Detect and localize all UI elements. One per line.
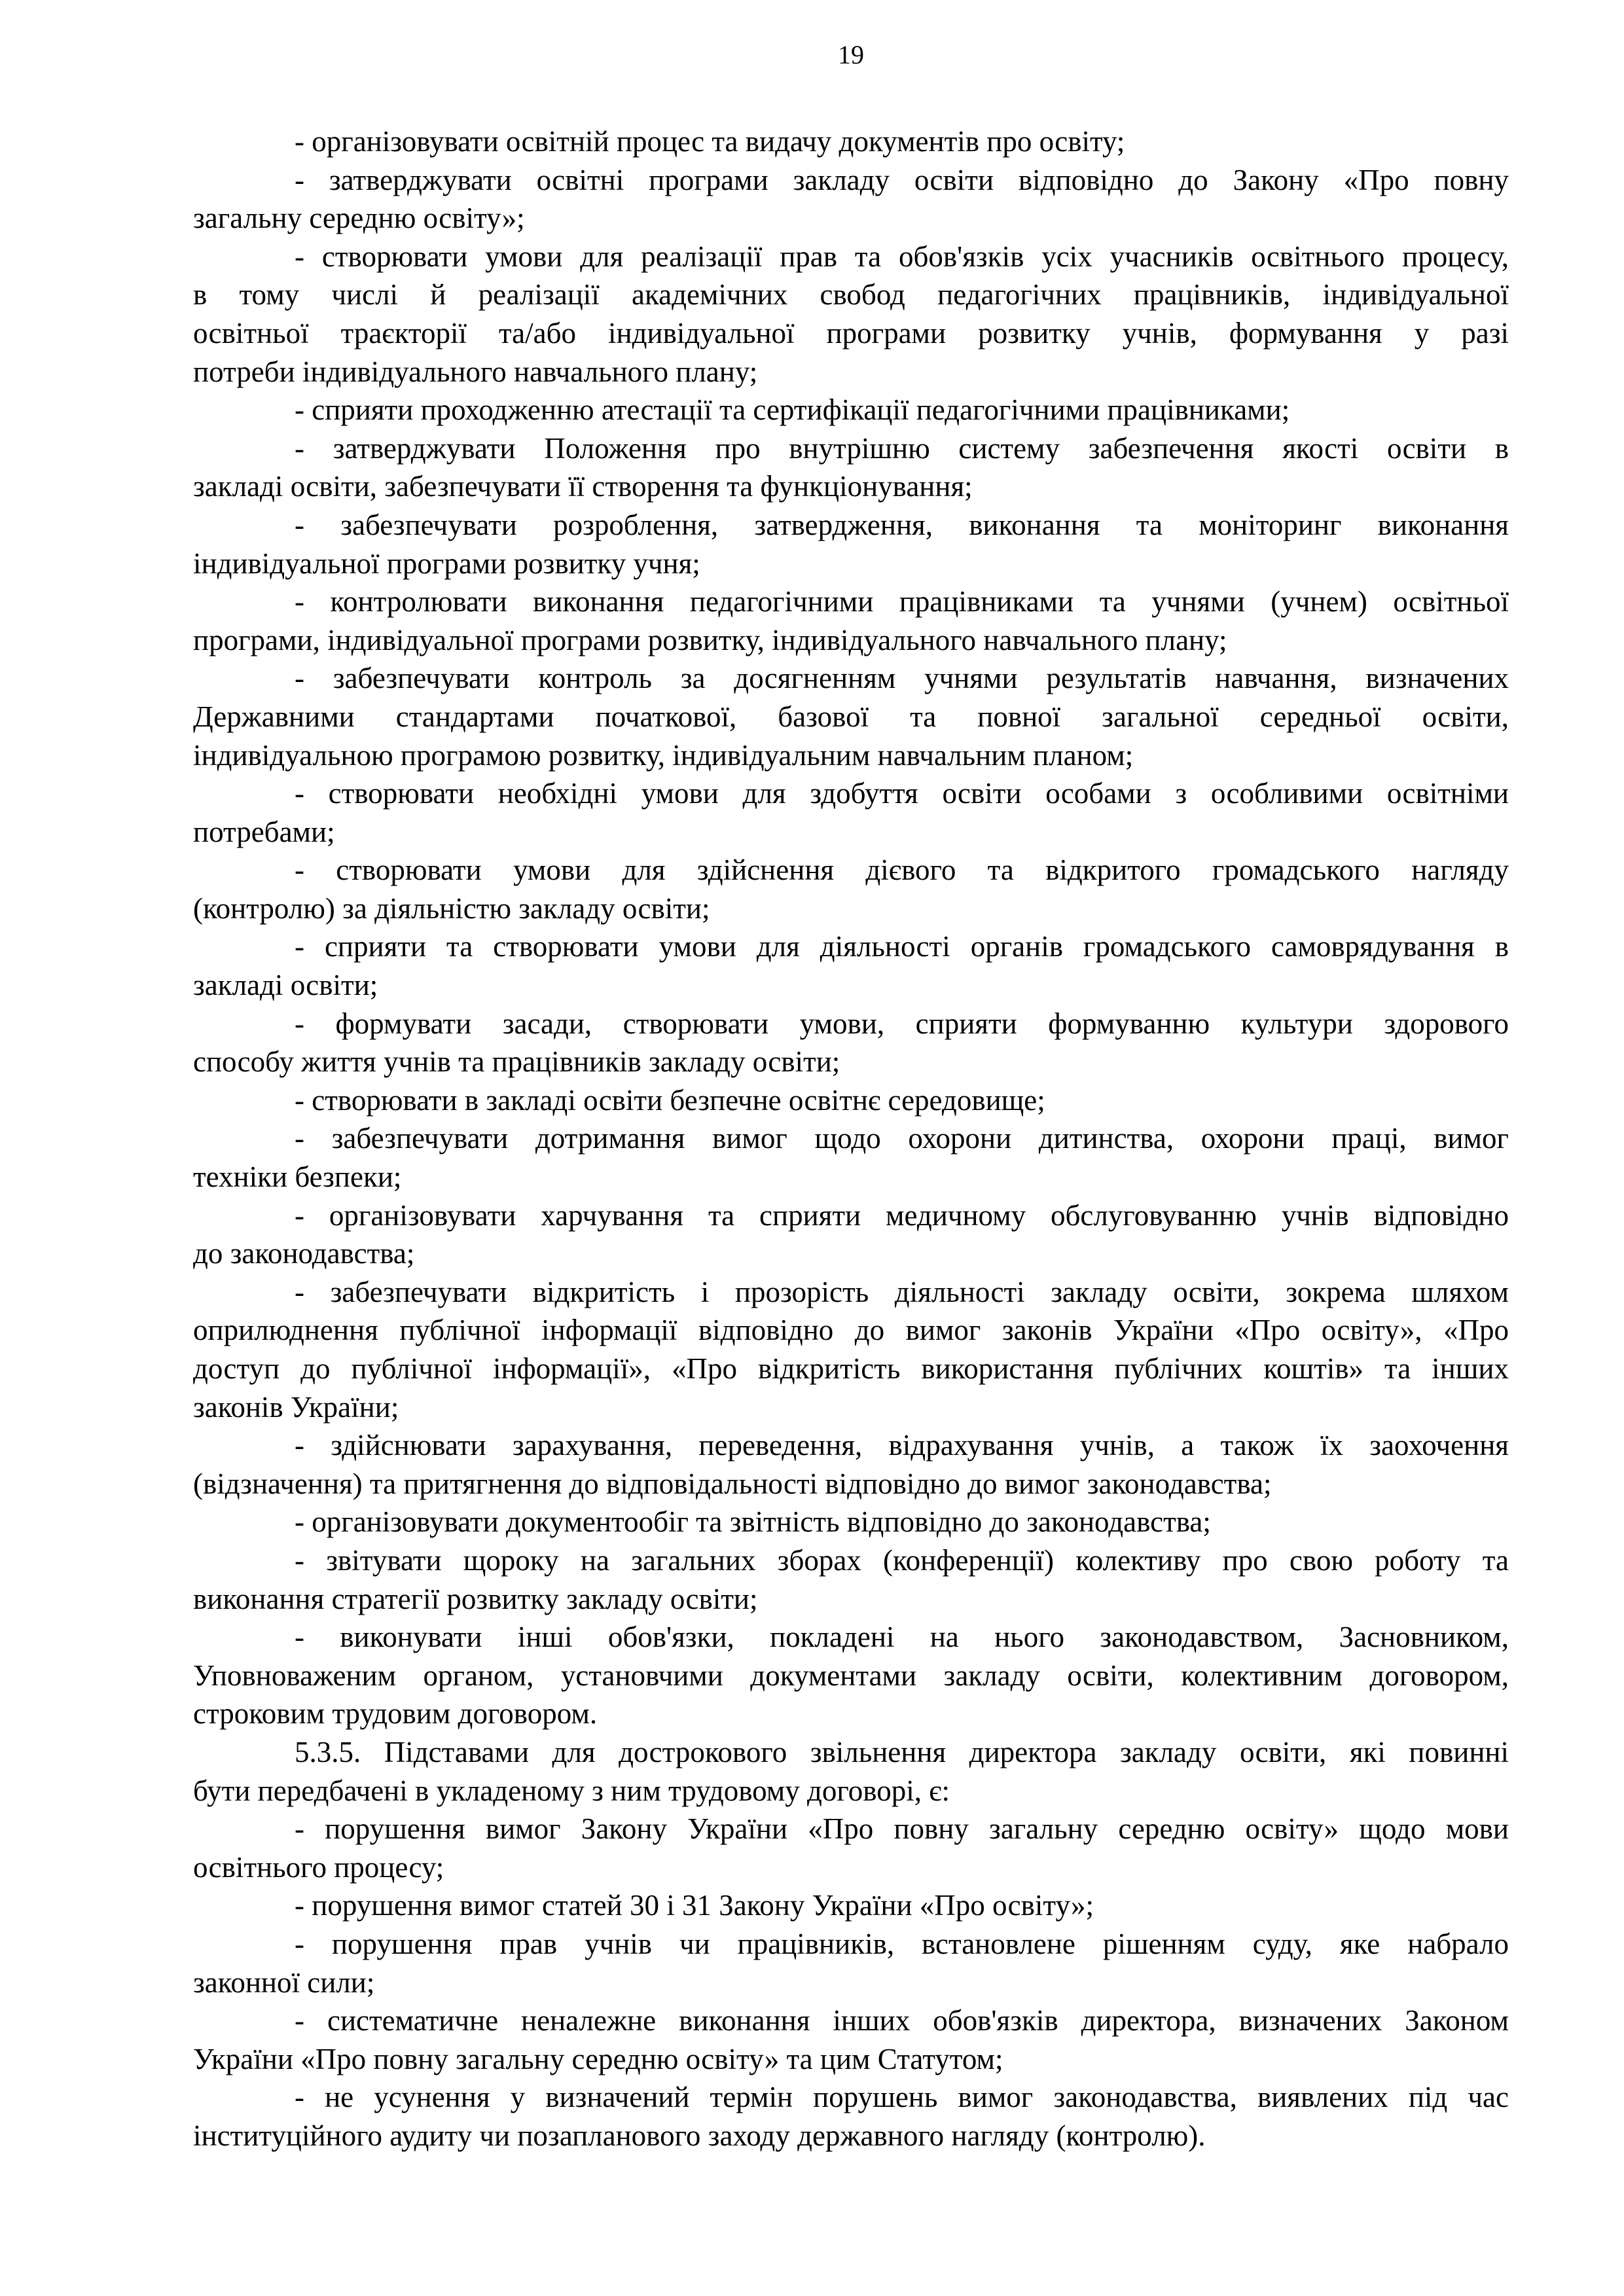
text-line: інституційного аудиту чи позапланового заходу державного нагляду (контролю). [193,2119,1206,2152]
paragraph [193,506,1509,583]
text-line: - організовувати освітній процес та видачу документів про освіту; [295,125,1125,158]
text-line: 5.3.5. Підставами для дострокового звільнення директора закладу освіти, які повинні [295,1735,1509,1768]
text-line: - сприяти та створювати умови для діяльності органів громадського самоврядування в [295,930,1509,963]
paragraph [193,238,1509,391]
text-line: законної сили; [193,1965,375,1999]
paragraph [193,161,1509,238]
paragraph [193,122,1509,161]
text-line: індивідуальною програмою розвитку, індивідуальним навчальним планом; [193,738,1134,772]
text-line: - забезпечувати відкритість і прозорість діяльності закладу освіти, зокрема шляхом [295,1275,1509,1308]
text-line: освітньої траєкторії та/або індивідуальної програми розвитку учнів, формування у разі [193,316,1509,350]
paragraph [193,1273,1509,1426]
text-line: бути передбачені в укладеному з ним трудовому договорі, є: [193,1774,950,1807]
text-line: Уповноваженим органом, установчими документами закладу освіти, колективним договором, [193,1659,1509,1692]
paragraph [193,1541,1509,1618]
text-line: способу життя учнів та працівників закладу освіти; [193,1045,840,1079]
text-line: - контролювати виконання педагогічними працівниками та учнями (учнем) освітньої [295,585,1509,619]
paragraph [193,2078,1509,2155]
text-line: індивідуальної програми розвитку учня; [193,547,700,580]
text-line: - звітувати щороку на загальних зборах (конференції) колективу про свою роботу та [295,1543,1509,1577]
paragraph [193,1810,1509,1886]
text-line: - створювати умови для здійснення дієвого та відкритого громадського нагляду [295,853,1509,887]
text-line: - порушення прав учнів чи працівників, встановлене рішенням суду, яке набрало [295,1927,1509,1960]
paragraph [193,1618,1509,1733]
page-number: 19 [838,40,864,69]
text-line: - забезпечувати розроблення, затвердження, виконання та моніторинг виконання [295,508,1509,541]
text-line: загальну середню освіту»; [193,202,525,235]
text-line: - здійснювати зарахування, переведення, відрахування учнів, а також їх заохочення [295,1429,1509,1462]
text-line: техніки безпеки; [193,1160,402,1194]
paragraph [193,1426,1509,1503]
text-line: України «Про повну загальну середню освіту» та цим Статутом; [193,2042,1003,2075]
text-line: - створювати необхідні умови для здобуття освіти особами з особливими освітніми [295,777,1509,810]
text-line: - порушення вимог Закону України «Про повну загальну середню освіту» щодо мови [295,1812,1509,1846]
text-line: до законодавства; [193,1237,415,1270]
text-line: законів України; [193,1390,399,1424]
text-line: - формувати засади, створювати умови, сприяти формуванню культури здорового [295,1007,1509,1040]
paragraph [193,774,1509,851]
paragraph [193,659,1509,774]
text-line: потреби індивідуального навчального плану; [193,355,758,388]
paragraph [193,391,1509,429]
paragraph [193,429,1509,506]
text-line: Державними стандартами початкової, базової та повної загальної середньої освіти, [193,700,1509,733]
text-line: - забезпечувати контроль за досягненням учнями результатів навчання, визначених [295,662,1509,695]
text-line: - виконувати інші обов'язки, покладені на нього законодавством, Засновником, [295,1621,1509,1654]
text-line: - не усунення у визначений термін порушень вимог законодавства, виявлених під час [295,2081,1509,2114]
text-line: - забезпечувати дотримання вимог щодо охорони дитинства, охорони праці, вимог [295,1122,1509,1155]
text-line: (контролю) за діяльністю закладу освіти; [193,891,710,925]
text-line: оприлюднення публічної інформації відповідно до вимог законів України «Про освіту», «Про [193,1314,1509,1347]
text-line: виконання стратегії розвитку закладу освіти; [193,1582,758,1615]
paragraph [193,927,1509,1004]
text-line: строковим трудовим договором. [193,1697,598,1731]
paragraph [193,1886,1509,1925]
paragraph [193,1081,1509,1120]
text-line: - організовувати харчування та сприяти медичному обслуговуванню учнів відповідно [295,1198,1509,1232]
text-line: закладі освіти, забезпечувати її створення та функціонування; [193,470,973,503]
paragraph [193,851,1509,927]
text-line: - сприяти проходженню атестації та сертифікації педагогічними працівниками; [295,393,1290,427]
paragraph [193,1005,1509,1081]
text-line: в тому числі й реалізації академічних свобод педагогічних працівників, індивідуальної [193,278,1509,312]
paragraph [193,1196,1509,1273]
text-line: - порушення вимог статей 30 і 31 Закону України «Про освіту»; [295,1889,1094,1922]
text-line: потребами; [193,815,335,848]
text-line: - систематичне неналежне виконання інших обов'язків директора, визначених Законом [295,2004,1509,2037]
text-line: - організовувати документообіг та звітність відповідно до законодавства; [295,1505,1211,1539]
text-line: - затверджувати освітні програми закладу освіти відповідно до Закону «Про повну [295,163,1509,196]
text-line: (відзначення) та притягнення до відповідальності відповідно до вимог законодавства; [193,1467,1272,1500]
paragraph [193,583,1509,659]
paragraph [193,1503,1509,1541]
paragraph [193,1119,1509,1196]
paragraph [193,1733,1509,1810]
text-line: програми, індивідуальної програми розвитку, індивідуального навчального плану; [193,623,1227,656]
document-body [193,122,1509,2155]
text-line: закладі освіти; [193,969,378,1002]
text-line: - створювати умови для реалізації прав та обов'язків усіх учасників освітнього процесу, [295,240,1509,273]
text-line: - затверджувати Положення про внутрішню систему забезпечення якості освіти в [295,431,1509,465]
paragraph [193,2001,1509,2078]
text-line: освітнього процесу; [193,1850,444,1884]
paragraph [193,1925,1509,2001]
text-line: - створювати в закладі освіти безпечне освітнє середовище; [295,1083,1045,1117]
text-line: доступ до публічної інформації», «Про відкритість використання публічних коштів» та інших [193,1352,1509,1385]
